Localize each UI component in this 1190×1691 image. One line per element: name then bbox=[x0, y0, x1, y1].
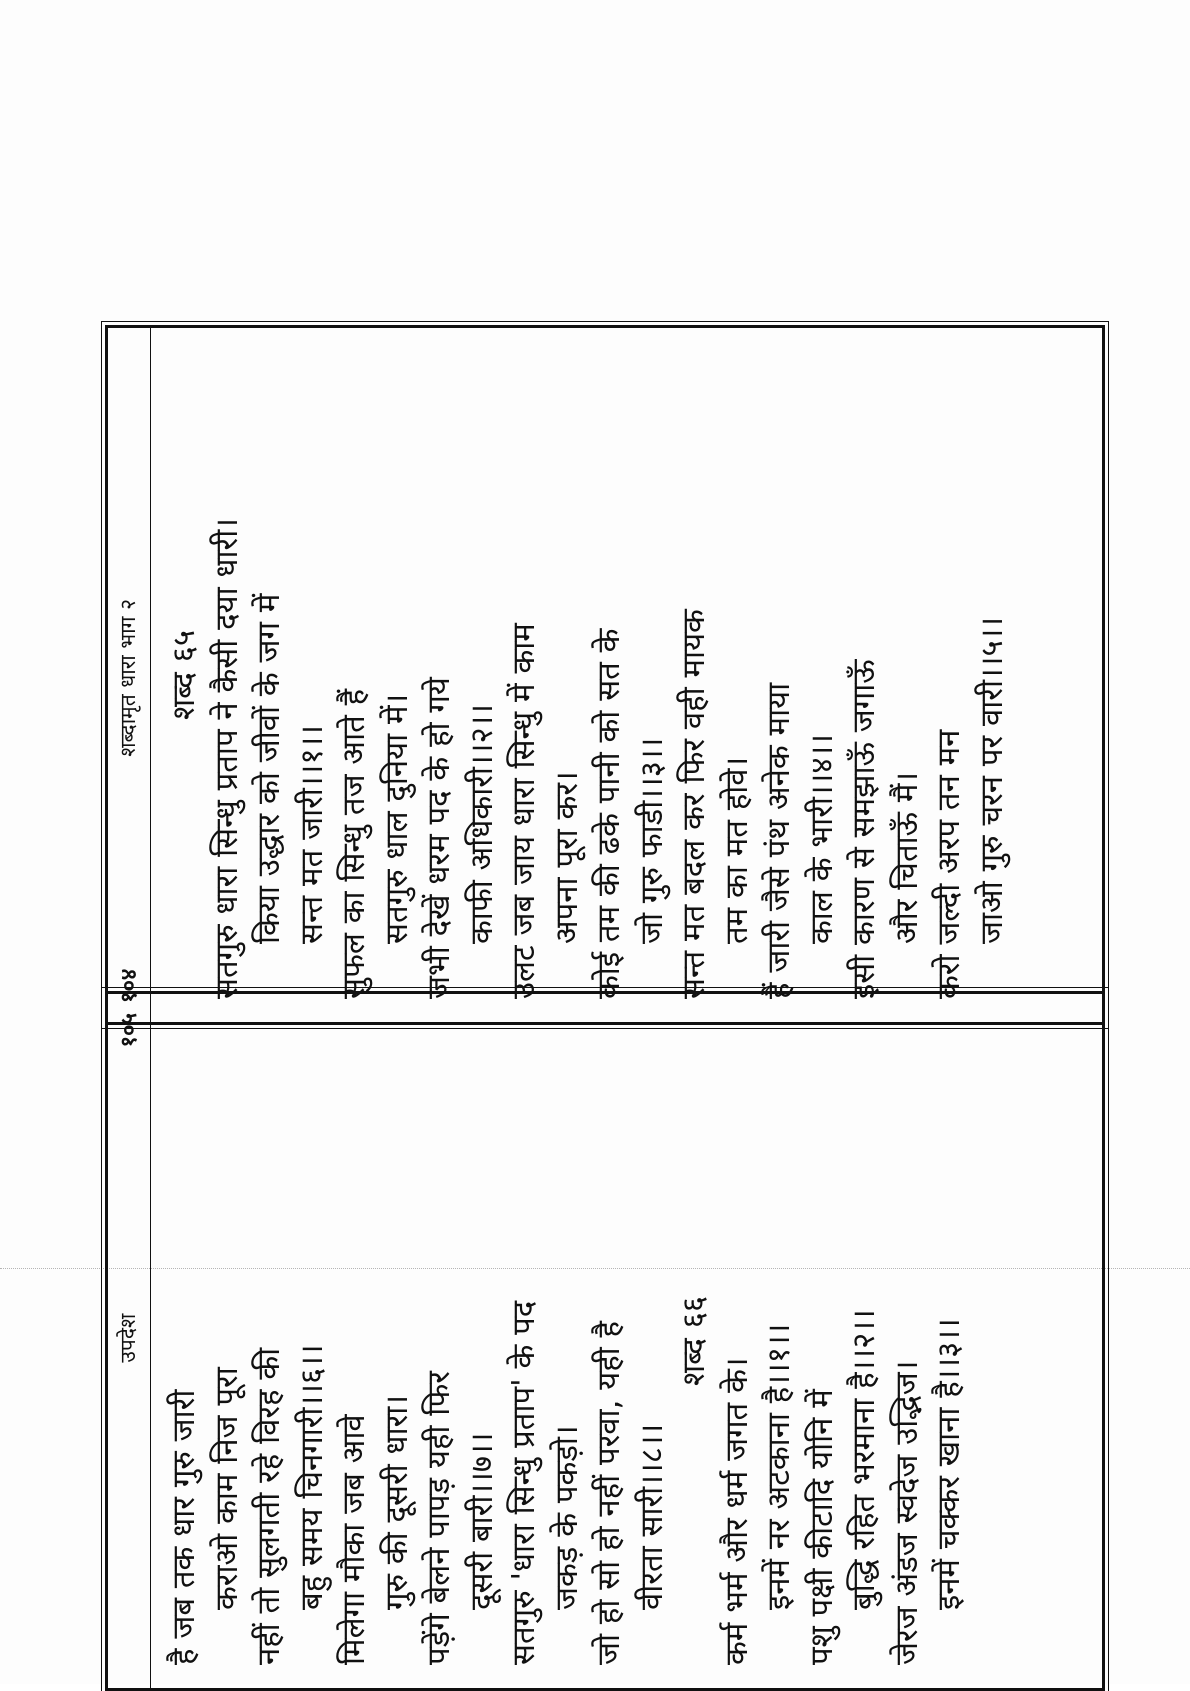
verse-line: पशु पक्षी कीटादि योनि में bbox=[803, 1389, 840, 1665]
verse-line: काफी अधिकारी।।२।। bbox=[463, 703, 500, 944]
section-heading: शब्द ६५ bbox=[166, 630, 202, 720]
running-title: उपदेश bbox=[115, 1313, 140, 1363]
verse-line: जो हो सो हो नहीं परवा, यही है bbox=[591, 1320, 627, 1665]
verse-line: सन्त मत बदल कर फिर वही मायक bbox=[676, 609, 712, 999]
verse-line: है जब तक धार गुरु जारी bbox=[166, 1389, 202, 1665]
verse-line: जाओ गुरु चरन पर वारी।।५।। bbox=[973, 616, 1010, 944]
verse-line: इनमें नर अटकाना है।।१।। bbox=[761, 1323, 797, 1610]
page-text bbox=[163, 1017, 1085, 1665]
page-number: १०५ bbox=[116, 1013, 142, 1048]
verse-line: कराओ काम निज पूरा bbox=[208, 1367, 245, 1610]
verse-line: पड़ेंगे बेलने पापड़ यही फिर bbox=[421, 1371, 457, 1665]
verse-line: अपना पूरा कर। bbox=[548, 771, 585, 944]
verse-line: किया उद्धार को जीवों के जग में bbox=[251, 593, 287, 944]
verse-line: और चिताऊँ मैं। bbox=[888, 771, 925, 944]
verse-line: वीरता सारी।।८।। bbox=[633, 1423, 670, 1610]
verse-line: इसी कारण से समझाऊँ जगाऊँ bbox=[846, 659, 882, 999]
verse-line: इनमें चक्कर खाना है।।३।। bbox=[931, 1318, 967, 1610]
page-105 bbox=[105, 991, 1105, 1691]
verse-line: सतगुरु धाल दुनिया में। bbox=[378, 693, 415, 944]
verse-line: मिलेगा मौका जब आवे bbox=[336, 1414, 372, 1665]
verse-line: सतगुरु धारा सिन्धु प्रताप ने कैसी दया धारी। bbox=[208, 518, 245, 999]
verse-line: जभी देखें धरम पद के हो गये bbox=[421, 677, 457, 999]
verse-line: जेरज अंडज स्वदेज उद्भिज। bbox=[888, 1360, 925, 1665]
verse-line: बुद्धि रहित भरमाना है।।२।। bbox=[846, 1309, 882, 1610]
section-heading: शब्द ६६ bbox=[676, 1296, 712, 1386]
page-header bbox=[105, 325, 151, 1025]
verse-line: करो जल्दी अरप तन मन bbox=[931, 729, 967, 999]
verse-line: सन्त मत जारी।।१।। bbox=[293, 725, 330, 944]
verse-line: गुरु की दूसरी धारा। bbox=[378, 1394, 415, 1610]
verse-line: काल के भारी।।४।। bbox=[803, 733, 840, 944]
verse-line: जो गुरु फाडी।।३।। bbox=[633, 737, 670, 944]
verse-line: सुफल का सिन्धु तज आते हैं bbox=[336, 688, 372, 999]
running-title: शब्दामृत धारा भाग २ bbox=[115, 598, 140, 757]
page-104 bbox=[105, 325, 1105, 1025]
page-number: १०४ bbox=[116, 968, 142, 1003]
verse-line: नहीं तो सुलगती रहे विरह की bbox=[251, 1347, 287, 1665]
page-text bbox=[163, 351, 1085, 999]
verse-line: सतगुरु 'धारा सिन्धु प्रताप' के पद bbox=[506, 1300, 542, 1665]
verse-line: हैं जारी जैसे पंथ अनेक माया bbox=[761, 682, 797, 999]
verse-line: उलट जब जाय धारा सिन्धु में काम bbox=[506, 623, 542, 999]
verse-line: कर्म भर्म और धर्म जगत के। bbox=[718, 1357, 755, 1665]
verse-line: जकड़ के पकड़ो। bbox=[548, 1425, 585, 1610]
verse-line: बहु समय चिनगारी।।६।। bbox=[293, 1344, 330, 1610]
verse-line: तम का मत होवे। bbox=[718, 756, 755, 944]
verse-line: दूसरी बारी।।७।। bbox=[463, 1432, 500, 1610]
page-header bbox=[105, 991, 151, 1691]
verse-line: कोई तम की ढके पानी को सत के bbox=[591, 628, 627, 999]
